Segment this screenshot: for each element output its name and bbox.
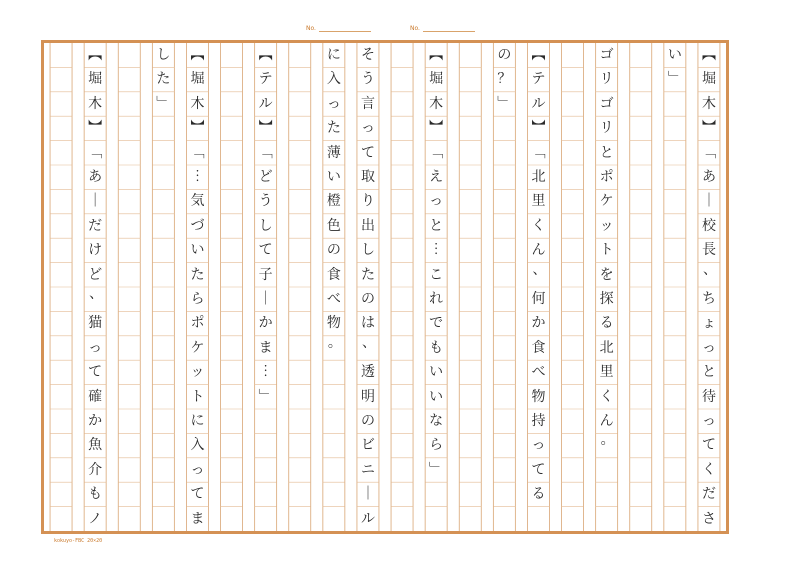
manuscript-column	[562, 43, 584, 531]
manuscript-char: ｜	[258, 291, 273, 307]
manuscript-column	[596, 43, 618, 531]
manuscript-char: ま	[258, 339, 273, 356]
manuscript-char: ル	[531, 95, 546, 112]
manuscript-char: っ	[531, 437, 546, 454]
manuscript-char: ニ	[360, 461, 375, 478]
manuscript-char: ︙	[190, 169, 205, 185]
manuscript-column	[84, 43, 106, 531]
manuscript-column	[459, 43, 481, 531]
manuscript-char: し	[156, 47, 171, 63]
manuscript-column	[425, 43, 447, 531]
manuscript-char: ゴ	[599, 47, 614, 63]
manuscript-char: 透	[360, 364, 375, 381]
header-number-text-2: No.	[410, 25, 420, 32]
manuscript-char: っ	[429, 193, 444, 210]
manuscript-char: た	[360, 266, 375, 283]
manuscript-char: ︻	[701, 47, 716, 63]
manuscript-char: ︼	[701, 120, 716, 137]
manuscript-grid	[44, 43, 726, 531]
header-number-label-2	[410, 25, 475, 32]
manuscript-char: 確	[88, 388, 103, 405]
manuscript-column	[664, 43, 686, 531]
manuscript-char: ﹂	[429, 461, 444, 478]
manuscript-char: 猫	[88, 315, 103, 332]
manuscript-char: 薄	[326, 144, 341, 161]
manuscript-char: リ	[599, 120, 614, 137]
manuscript-char: に	[326, 47, 341, 63]
manuscript-char: け	[88, 242, 103, 259]
manuscript-char: リ	[599, 71, 614, 88]
manuscript-char: ︼	[88, 120, 103, 137]
manuscript-char: ﹂	[497, 95, 512, 112]
manuscript-char: る	[599, 315, 614, 332]
manuscript-char: 堀	[190, 71, 205, 88]
manuscript-char: っ	[88, 339, 103, 356]
manuscript-char: だ	[88, 217, 103, 234]
manuscript-char: に	[190, 413, 205, 429]
manuscript-char: っ	[326, 95, 341, 112]
manuscript-char: 入	[326, 71, 341, 88]
manuscript-char: ︙	[429, 242, 444, 259]
manuscript-column	[391, 43, 413, 531]
manuscript-char: ﹂	[258, 388, 273, 405]
manuscript-column	[221, 43, 243, 531]
header-number-line-2	[423, 31, 475, 32]
manuscript-char: 、	[532, 261, 547, 278]
manuscript-char: ﹁	[190, 144, 205, 161]
manuscript-char: 堀	[88, 71, 103, 88]
manuscript-char: ｜	[360, 486, 375, 503]
manuscript-char: 堀	[701, 71, 716, 88]
manuscript-char: 気	[190, 193, 205, 210]
manuscript-char: ゴ	[599, 95, 614, 112]
manuscript-char: は	[360, 315, 375, 332]
manuscript-char: だ	[701, 486, 716, 503]
manuscript-char: 北	[599, 339, 614, 356]
manuscript-char: く	[599, 388, 614, 405]
manuscript-char: 待	[701, 388, 716, 405]
manuscript-char: ？	[497, 71, 512, 88]
manuscript-sheet	[41, 40, 729, 534]
manuscript-char: ︼	[190, 120, 205, 137]
manuscript-char: あ	[88, 169, 103, 185]
manuscript-char: ケ	[599, 193, 614, 210]
manuscript-char: 橙	[326, 193, 341, 210]
manuscript-char: ｜	[88, 193, 103, 210]
header-number-line-1	[319, 31, 371, 32]
manuscript-char: で	[429, 315, 444, 332]
manuscript-char: ビ	[360, 437, 375, 454]
manuscript-column	[255, 43, 277, 531]
manuscript-char: れ	[429, 291, 444, 307]
manuscript-char: さ	[701, 510, 716, 527]
manuscript-char: ケ	[190, 339, 205, 356]
manuscript-char: ﹂	[667, 71, 682, 88]
manuscript-char: の	[497, 47, 512, 63]
manuscript-char: し	[258, 217, 273, 234]
manuscript-char: か	[88, 413, 103, 429]
manuscript-char: い	[667, 47, 682, 63]
manuscript-char: 木	[88, 95, 103, 112]
manuscript-char: て	[88, 364, 103, 381]
manuscript-char: 里	[599, 364, 614, 381]
manuscript-column	[698, 43, 720, 531]
manuscript-char: ら	[429, 437, 444, 454]
manuscript-char: ︼	[531, 120, 546, 137]
manuscript-char: ッ	[190, 364, 205, 381]
manuscript-char: ポ	[190, 315, 205, 332]
manuscript-char: 、	[361, 334, 376, 351]
manuscript-char: を	[599, 266, 614, 283]
manuscript-char: ︼	[429, 120, 444, 137]
manuscript-column	[493, 43, 515, 531]
manuscript-char: な	[429, 413, 444, 429]
manuscript-char: 木	[701, 95, 716, 112]
manuscript-char: 色	[326, 217, 341, 234]
manuscript-char: っ	[701, 339, 716, 356]
manuscript-char: 介	[88, 461, 103, 478]
manuscript-char: ︻	[429, 47, 444, 63]
manuscript-char: ッ	[599, 217, 614, 234]
manuscript-char: ﹁	[531, 144, 546, 161]
manuscript-char: こ	[429, 266, 444, 283]
manuscript-char: て	[701, 437, 716, 454]
manuscript-char: 、	[89, 286, 104, 302]
manuscript-char: 木	[190, 95, 205, 112]
manuscript-char: 、	[702, 261, 717, 278]
manuscript-char: も	[88, 486, 103, 503]
manuscript-char: う	[258, 193, 273, 210]
manuscript-char: ポ	[599, 169, 614, 185]
manuscript-char: 食	[531, 339, 546, 356]
footer-brand: kokuyo-FBC 20×20	[54, 538, 103, 544]
manuscript-char: 持	[531, 413, 546, 429]
manuscript-char: 明	[360, 388, 375, 405]
manuscript-char: ︼	[258, 120, 273, 137]
manuscript-char: 物	[326, 315, 341, 332]
manuscript-char: か	[258, 315, 273, 332]
manuscript-char: ﹁	[258, 144, 273, 161]
manuscript-char: し	[360, 242, 375, 259]
manuscript-char: い	[326, 169, 341, 185]
manuscript-char: り	[360, 193, 375, 210]
manuscript-char: 堀	[429, 71, 444, 88]
manuscript-char: ︻	[258, 47, 273, 63]
manuscript-char: ら	[190, 291, 205, 307]
manuscript-char: 言	[360, 95, 375, 112]
manuscript-char: ︙	[258, 364, 273, 381]
manuscript-char: 子	[258, 266, 273, 283]
manuscript-char: ト	[190, 388, 205, 405]
manuscript-char: ﹂	[156, 95, 171, 112]
manuscript-char: か	[531, 315, 546, 332]
manuscript-char: ん	[531, 242, 546, 259]
manuscript-char: 。	[327, 334, 342, 351]
manuscript-char: て	[258, 242, 273, 259]
manuscript-char: 長	[701, 242, 716, 259]
manuscript-char: 食	[326, 266, 341, 283]
manuscript-char: え	[429, 169, 444, 185]
manuscript-column	[152, 43, 174, 531]
manuscript-column	[289, 43, 311, 531]
manuscript-char: ﹁	[429, 144, 444, 161]
manuscript-char: の	[360, 413, 375, 429]
manuscript-char: 取	[360, 169, 375, 185]
manuscript-char: ﹁	[88, 144, 103, 161]
manuscript-char: ま	[190, 510, 205, 527]
manuscript-char: 何	[531, 291, 546, 307]
manuscript-column	[323, 43, 345, 531]
manuscript-char: ル	[360, 510, 375, 527]
manuscript-char: ト	[599, 242, 614, 259]
manuscript-char: と	[429, 217, 444, 234]
manuscript-char: る	[531, 486, 546, 503]
manuscript-char: た	[190, 266, 205, 283]
manuscript-char: ︻	[190, 47, 205, 63]
manuscript-char: 北	[531, 169, 546, 185]
manuscript-char: ん	[599, 413, 614, 429]
manuscript-char: ノ	[88, 510, 103, 527]
manuscript-char: ｜	[701, 193, 716, 210]
manuscript-char: て	[531, 461, 546, 478]
manuscript-char: 木	[429, 95, 444, 112]
manuscript-char: ど	[88, 266, 103, 283]
header-number-label-1	[306, 25, 371, 32]
manuscript-char: テ	[258, 71, 273, 88]
manuscript-char: 探	[599, 291, 614, 307]
manuscript-char: っ	[360, 120, 375, 137]
manuscript-char: い	[429, 364, 444, 381]
manuscript-char: ち	[701, 291, 716, 307]
manuscript-char: と	[599, 144, 614, 161]
manuscript-char: っ	[701, 413, 716, 429]
manuscript-column	[357, 43, 379, 531]
manuscript-char: の	[326, 242, 341, 259]
manuscript-column	[630, 43, 652, 531]
manuscript-char: て	[190, 486, 205, 503]
manuscript-char: ︻	[88, 47, 103, 63]
manuscript-char: 校	[701, 217, 716, 234]
manuscript-char: た	[326, 120, 341, 137]
manuscript-char: も	[429, 339, 444, 356]
manuscript-char: 里	[531, 193, 546, 210]
manuscript-char: ど	[258, 169, 273, 185]
header-number-text-1: No.	[306, 25, 316, 32]
manuscript-char: づ	[190, 217, 205, 234]
manuscript-column	[118, 43, 140, 531]
manuscript-char: ﹁	[701, 144, 716, 161]
manuscript-char: 出	[360, 217, 375, 234]
manuscript-char: 入	[190, 437, 205, 454]
manuscript-char: ル	[258, 95, 273, 112]
manuscript-char: の	[360, 291, 375, 307]
manuscript-char: く	[531, 217, 546, 234]
manuscript-char: う	[360, 71, 375, 88]
manuscript-char: 物	[531, 388, 546, 405]
manuscript-char: あ	[701, 169, 716, 185]
manuscript-char: べ	[326, 291, 341, 307]
manuscript-column	[186, 43, 208, 531]
manuscript-char: ︻	[531, 47, 546, 63]
manuscript-char: い	[429, 388, 444, 405]
manuscript-char: と	[701, 364, 716, 381]
manuscript-char: て	[360, 144, 375, 161]
manuscript-column	[527, 43, 549, 531]
manuscript-char: 。	[600, 432, 615, 449]
manuscript-char: く	[701, 461, 716, 478]
manuscript-char: そ	[360, 47, 375, 63]
manuscript-char: っ	[190, 461, 205, 478]
manuscript-char: ょ	[701, 315, 716, 332]
manuscript-char: べ	[531, 364, 546, 381]
manuscript-char: い	[190, 242, 205, 259]
manuscript-char: 魚	[88, 437, 103, 454]
manuscript-char: テ	[531, 71, 546, 88]
manuscript-char: た	[156, 71, 171, 88]
